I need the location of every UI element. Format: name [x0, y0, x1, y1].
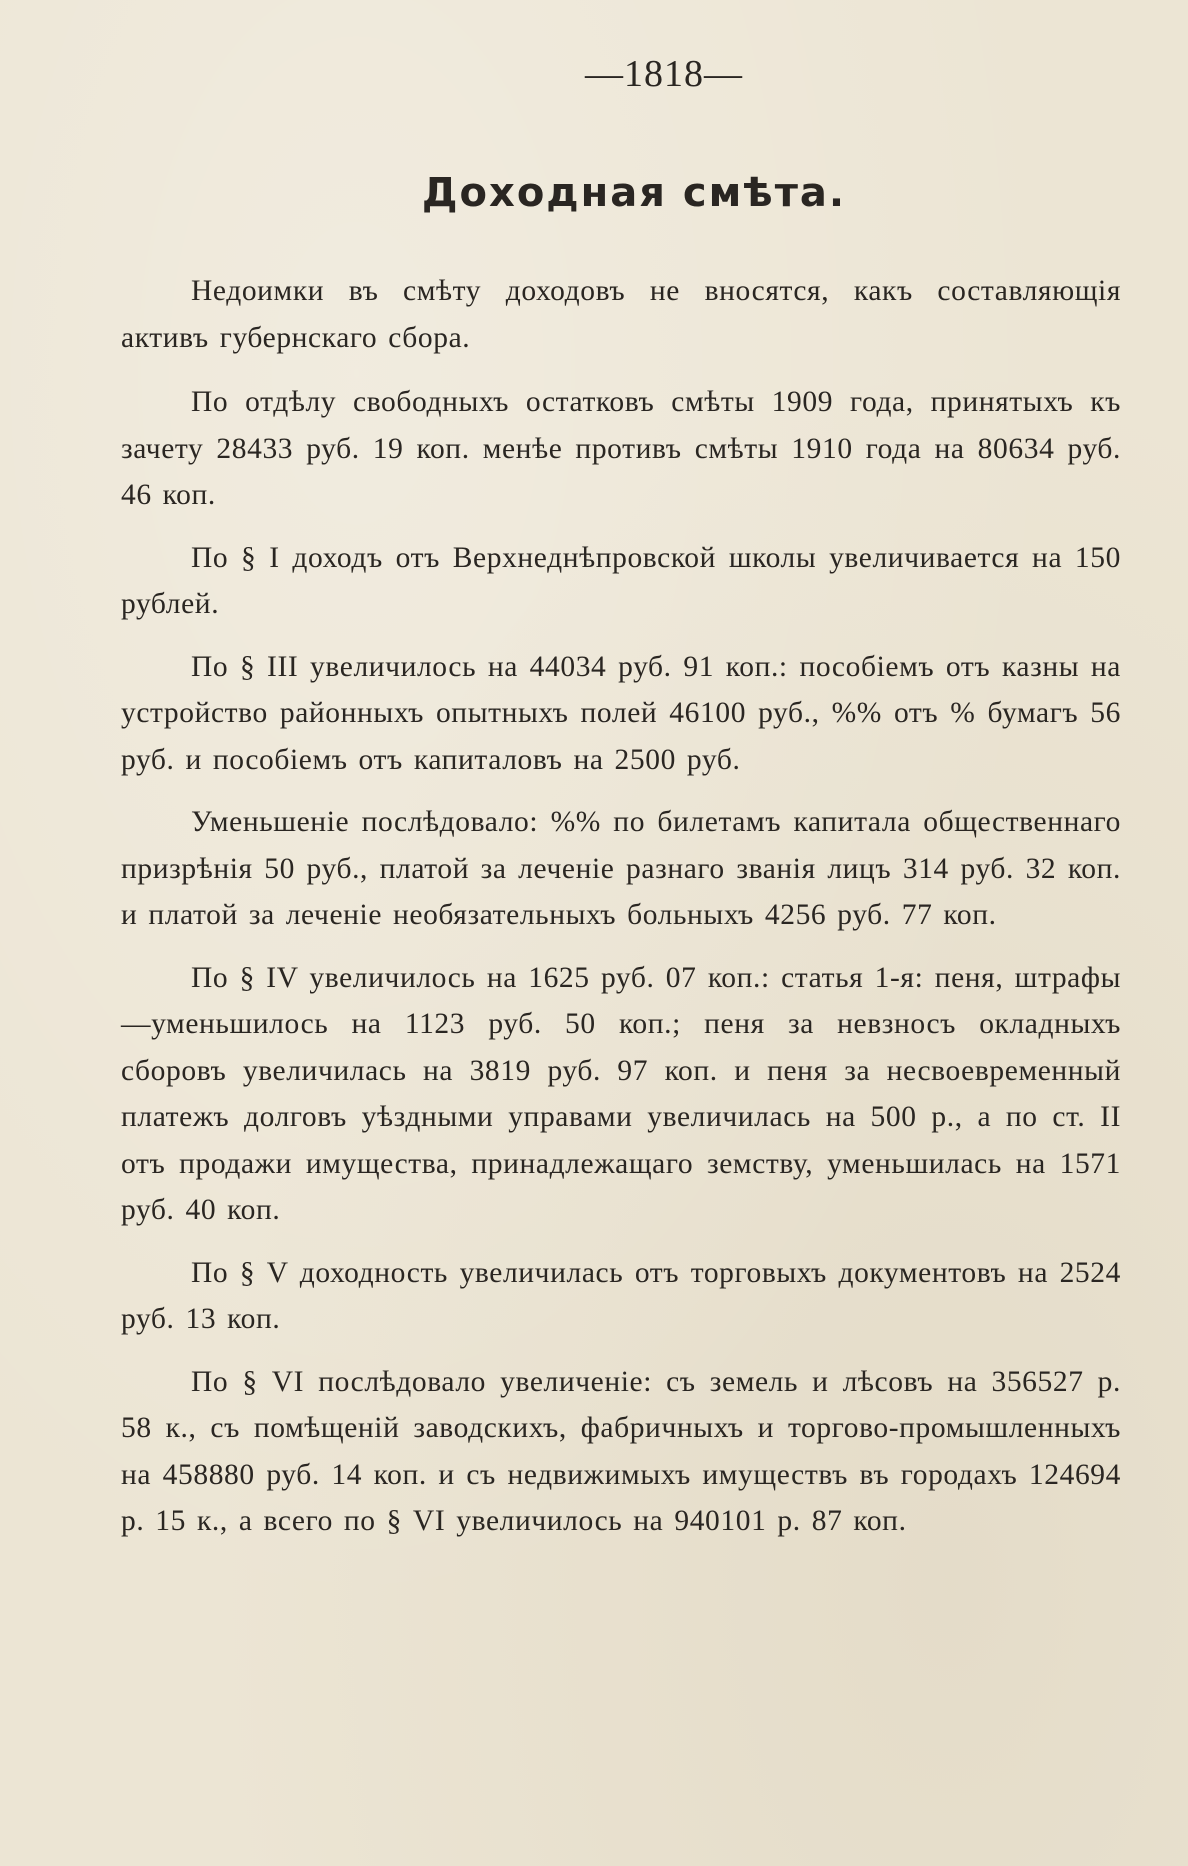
paragraph-arrears: Недоимки въ смѣту доходовъ не вносятся, какъ составляющія активъ губернскаго сбора. — [121, 275, 1121, 354]
paragraph-decrease: Уменьшеніе послѣдовало: %% по билетамъ капитала общественнаго призрѣнія 50 руб., платой за леченіе разнаго званія лицъ 314 руб. 32 коп. и платой за леченіе необязательныхъ больныхъ 4256 руб. 77 коп. — [121, 806, 1121, 931]
paragraph-section-6: По § VI послѣдовало увеличеніе: съ земель и лѣсовъ на 356527 р. 58 к., съ помѣщеній заводскихъ, фабричныхъ и торгово-промышленныхъ на 458880 руб. 14 коп. и съ недвижимыхъ имуществъ въ городахъ 124694 р. 15 к., а всего по § VI увеличилось на 940101 р. 87 коп. — [121, 1365, 1121, 1537]
paragraph-section-5: По § V доходность увеличилась отъ торговыхъ документовъ на 2524 руб. 13 коп. — [121, 1256, 1121, 1335]
page-number: —1818— — [585, 53, 743, 95]
paragraph-section-3: По § III увеличилось на 44034 руб. 91 коп.: пособіемъ отъ казны на устройство районныхъ опытныхъ полей 46100 руб., %% отъ % бумагъ 56 руб. и пособіемъ отъ капиталовъ на 2500 руб. — [121, 650, 1121, 776]
body-text — [121, 268, 1121, 1561]
section-heading: Доходная смѣта. — [421, 170, 847, 216]
paragraph-section-1: По § I доходъ отъ Верхнеднѣпровской школы увеличивается на 150 рублей. — [121, 541, 1121, 620]
paragraph-free-balances: По отдѣлу свободныхъ остатковъ смѣты 1909 года, принятыхъ къ зачету 28433 руб. 19 коп. менѣе противъ смѣты 1910 года на 80634 руб. 46 коп. — [121, 386, 1121, 511]
paragraph-section-4: По § IV увеличилось на 1625 руб. 07 коп.: статья 1-я: пеня, штрафы—уменьшилось на 1123 руб. 50 коп.; пеня за невзносъ окладныхъ сборовъ увеличилась на 3819 руб. 97 коп. и пеня за несвоевременный платежъ долговъ уѣздными управами увеличилась на 500 р., а по ст. II отъ продажи имущества, принадлежащаго земству, уменьшилась на 1571 руб. 40 коп. — [121, 961, 1121, 1226]
